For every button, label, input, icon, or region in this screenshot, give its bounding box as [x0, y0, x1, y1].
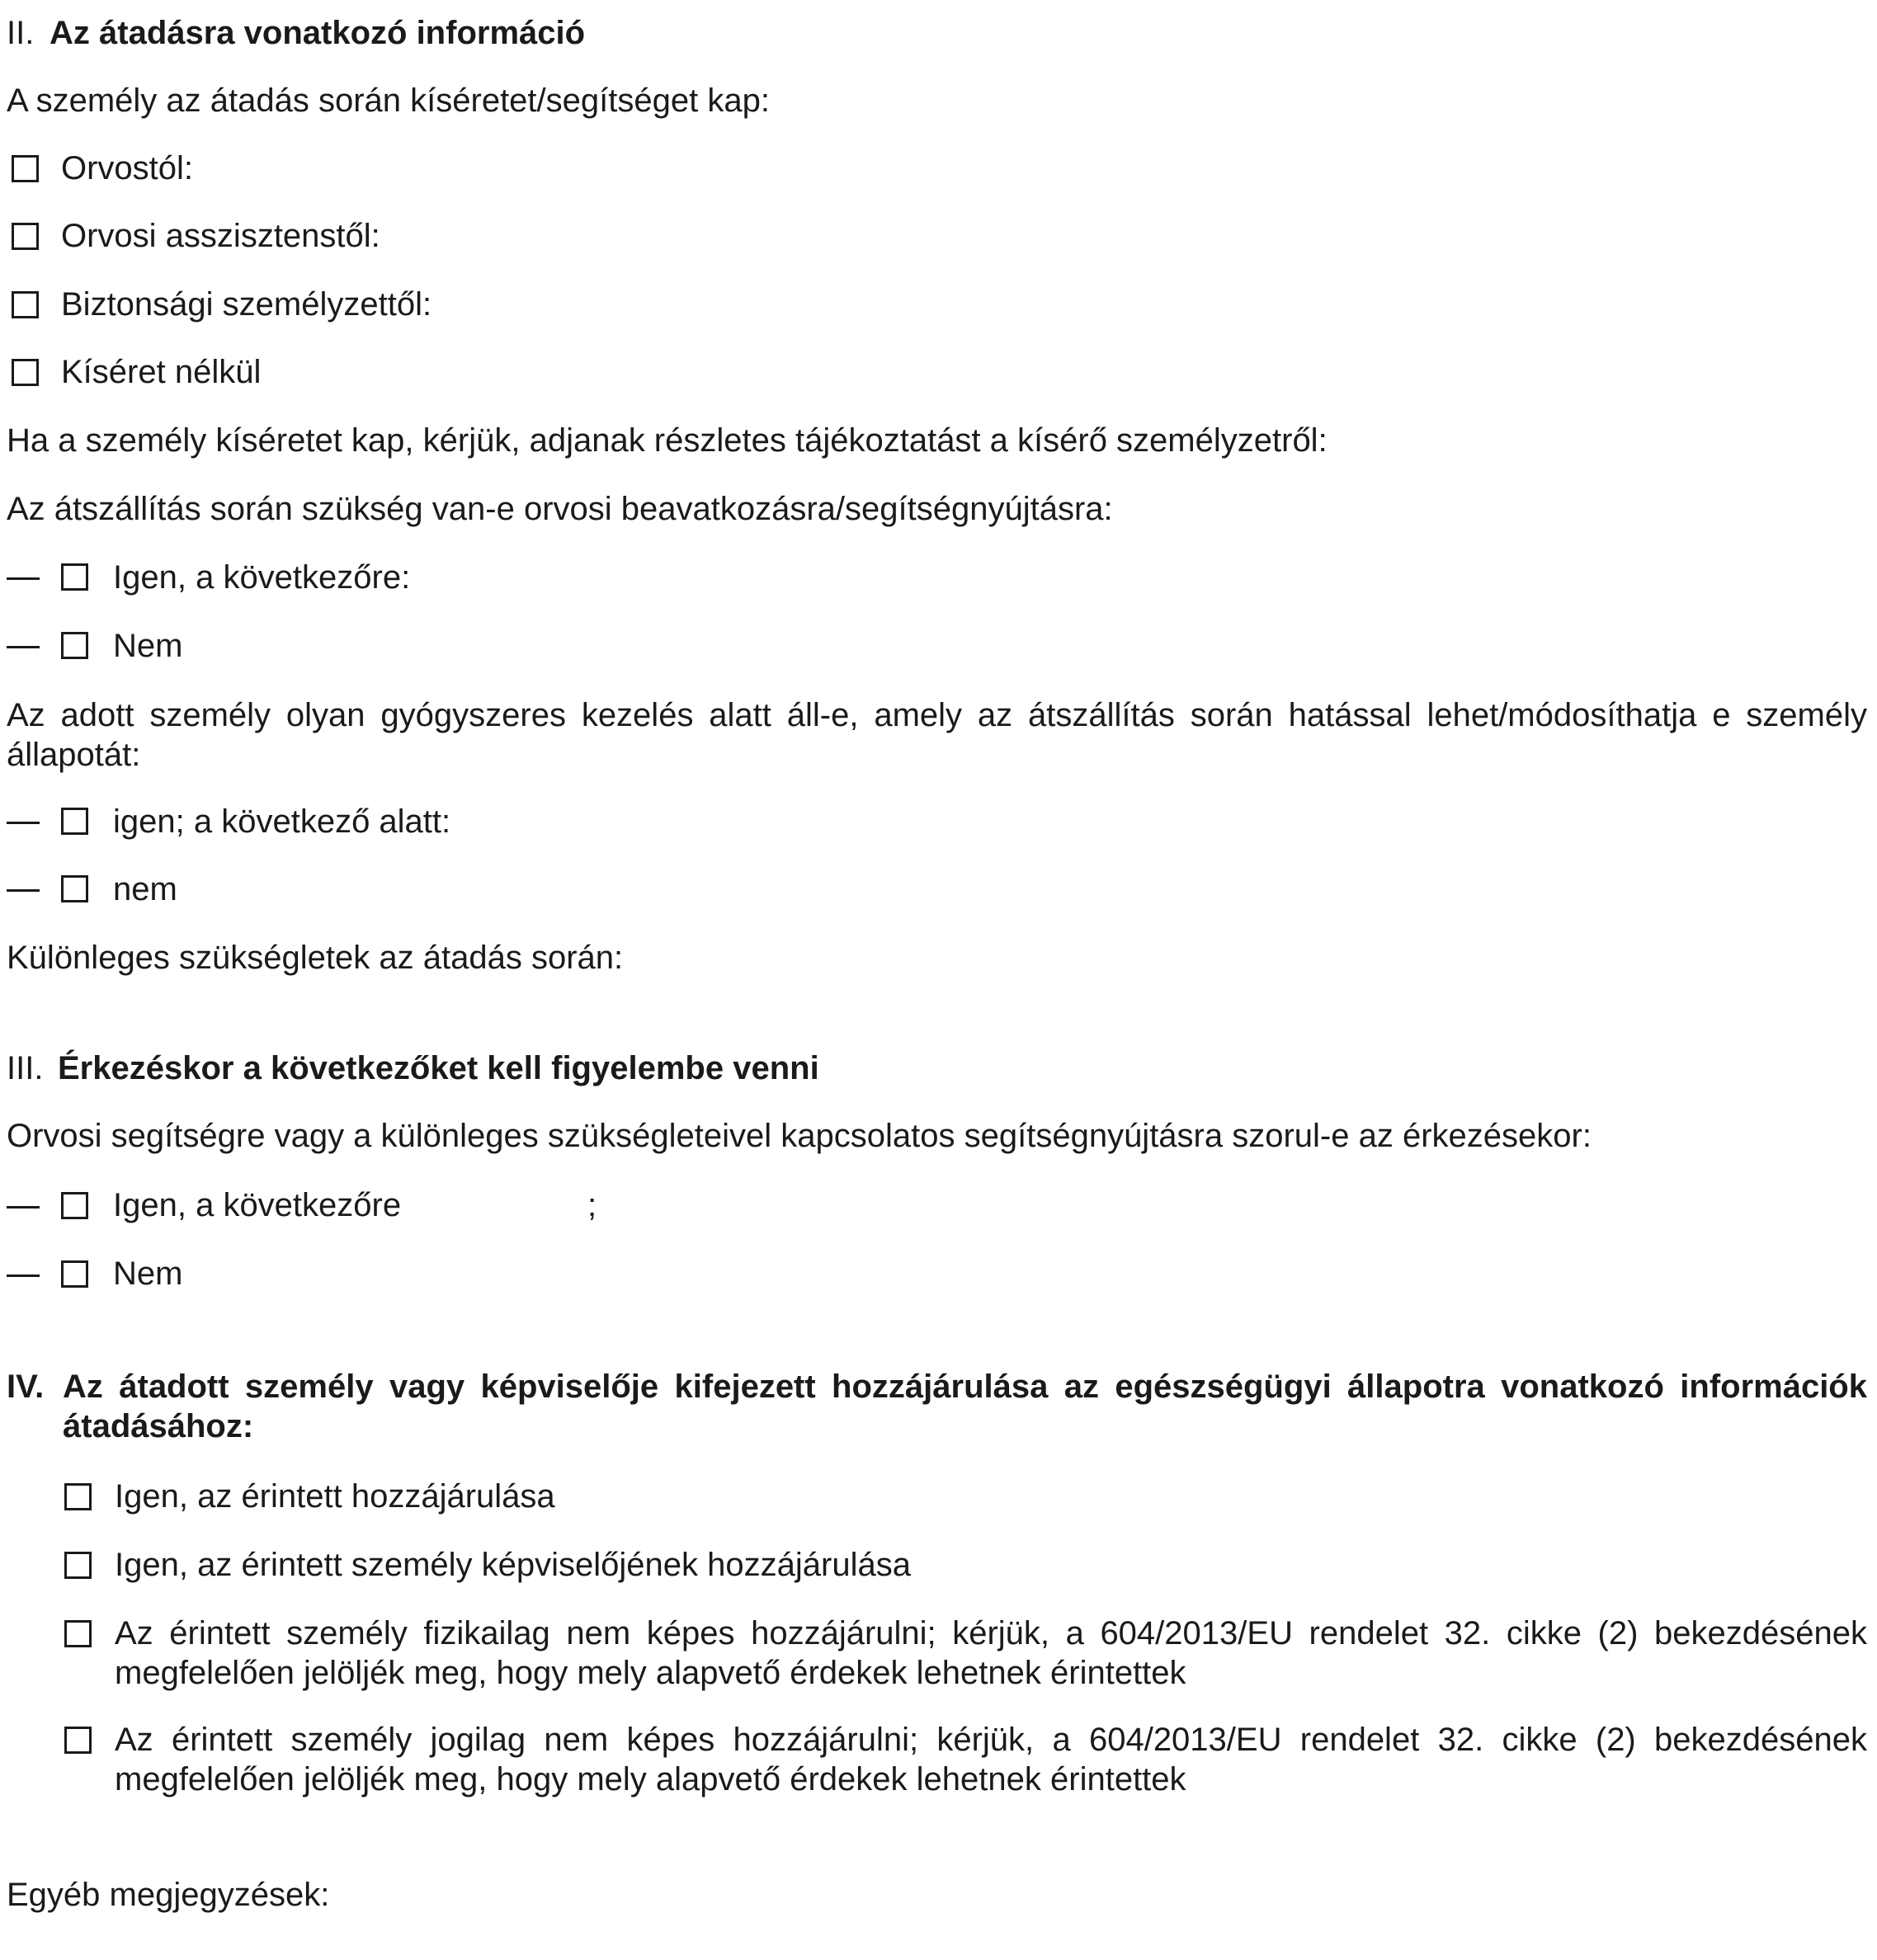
- checkbox-intervention-yes[interactable]: [61, 563, 88, 591]
- dash-arrival-yes: [7, 1206, 40, 1209]
- checkbox-intervention-no[interactable]: [61, 632, 88, 659]
- checkbox-arrival-no[interactable]: [61, 1260, 88, 1288]
- intervention-yes-label: Igen, a következőre:: [113, 559, 411, 596]
- escort-option-medical-assistant-label: Orvosi asszisztenstől:: [61, 218, 380, 254]
- consent-legally-unable-label: Az érintett személy jogilag nem képes hozzájárulni; kérjük, a 604/2013/EU rendelet 32. cikke (2) bekezdésének megfelelően jelöljék meg, hogy mely alapvető érdekek lehetnek érintettek: [115, 1722, 1867, 1797]
- escort-option-none-label: Kíséret nélkül: [61, 354, 262, 390]
- consent-physically-unable-label: Az érintett személy fizikailag nem képes hozzájárulni; kérjük, a 604/2013/EU rendelet 32. cikke (2) bekezdésének megfelelően jelöljék meg, hogy mely alapvető érdekek lehetnek érintettek: [115, 1615, 1867, 1691]
- consent-representative-label: Igen, az érintett személy képviselőjének hozzájárulása: [115, 1547, 911, 1583]
- section-2-title: Az átadásra vonatkozó információ: [50, 15, 586, 51]
- arrival-yes-suffix: ;: [587, 1187, 597, 1223]
- dash-medication-no: [7, 889, 40, 892]
- section-3-title: Érkezéskor a következőket kell figyelembe venni: [58, 1050, 819, 1086]
- other-remarks-label: Egyéb megjegyzések:: [7, 1877, 330, 1913]
- checkbox-medication-no[interactable]: [61, 875, 88, 902]
- dash-intervention-yes: [7, 577, 40, 580]
- checkbox-escort-doctor[interactable]: [12, 155, 39, 182]
- section-2-heading: [7, 13, 585, 53]
- arrival-assistance-question: Orvosi segítségre vagy a különleges szükségleteivel kapcsolatos segítségnyújtásra szorul-e az érkezésekor:: [7, 1118, 1592, 1154]
- section-4-number: IV.: [7, 1369, 45, 1405]
- consent-person-label: Igen, az érintett hozzájárulása: [115, 1478, 555, 1515]
- escort-option-doctor-label: Orvostól:: [61, 150, 194, 186]
- section-4-title: Az átadott személy vagy képviselője kifejezett hozzájárulása az egészségügyi állapotra vonatkozó információk átadásához:: [63, 1369, 1867, 1444]
- dash-arrival-no: [7, 1274, 40, 1277]
- dash-medication-yes: [7, 822, 40, 824]
- checkbox-consent-physically-unable[interactable]: [64, 1620, 92, 1647]
- intervention-question: Az átszállítás során szükség van-e orvosi beavatkozásra/segítségnyújtásra:: [7, 491, 1113, 527]
- escort-question: A személy az átadás során kíséretet/segítséget kap:: [7, 82, 770, 119]
- arrival-no-label: Nem: [113, 1256, 183, 1292]
- checkbox-escort-medical-assistant[interactable]: [12, 223, 39, 250]
- checkbox-consent-representative[interactable]: [64, 1552, 92, 1579]
- medication-no-label: nem: [113, 871, 177, 907]
- arrival-yes-label: Igen, a következőre: [113, 1187, 402, 1223]
- checkbox-escort-none[interactable]: [12, 359, 39, 386]
- section-3-heading: [7, 1048, 819, 1088]
- dash-intervention-no: [7, 646, 40, 648]
- special-needs-label: Különleges szükségletek az átadás során:: [7, 940, 624, 976]
- medication-yes-label: igen; a következő alatt:: [113, 803, 451, 840]
- intervention-no-label: Nem: [113, 628, 183, 664]
- checkbox-medication-yes[interactable]: [61, 808, 88, 835]
- escort-details-request: Ha a személy kíséretet kap, kérjük, adjanak részletes tájékoztatást a kísérő személyzetről:: [7, 422, 1328, 459]
- section-3-number: III.: [7, 1050, 44, 1086]
- checkbox-consent-person[interactable]: [64, 1483, 92, 1510]
- checkbox-escort-security[interactable]: [12, 291, 39, 318]
- section-2-number: II.: [7, 15, 35, 51]
- medication-question: Az adott személy olyan gyógyszeres kezelés alatt áll-e, amely az átszállítás során hatással lehet/módosíthatja e személy állapotát:: [7, 697, 1867, 773]
- checkbox-arrival-yes[interactable]: [61, 1192, 88, 1219]
- checkbox-consent-legally-unable[interactable]: [64, 1727, 92, 1754]
- escort-option-security-label: Biztonsági személyzettől:: [61, 286, 432, 323]
